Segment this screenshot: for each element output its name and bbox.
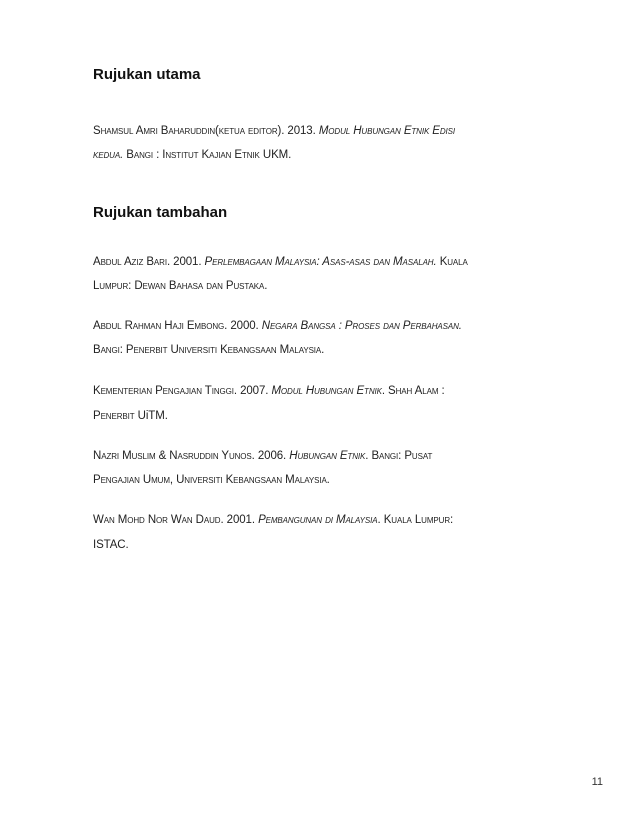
ref-text-segment: Shamsul Amri Baharuddin(ketua editor) bbox=[93, 125, 282, 137]
ref-text-segment: . 2007. bbox=[233, 385, 272, 397]
ref-text-segment: Modul Hubungan Etnik Edisi bbox=[318, 125, 456, 137]
ref-text-segment: Kuala bbox=[436, 256, 468, 268]
ref-text-segment: Bangi : Institut Kajian Etnik bbox=[123, 149, 260, 161]
additional-ref-3-line-1 bbox=[93, 385, 445, 397]
ref-text-segment: Wan Mohd Nor Wan Daud bbox=[93, 514, 221, 526]
page-number: 11 bbox=[591, 776, 603, 788]
ref-text-segment: UKM. bbox=[259, 149, 292, 161]
ref-text-segment: Penerbit bbox=[93, 410, 135, 422]
ref-text-segment: Bangi: Penerbit Universiti Kebangsaan Malaysia. bbox=[93, 344, 325, 356]
ref-text-segment: . 2001. bbox=[166, 256, 205, 268]
heading-rujukan-tambahan: Rujukan tambahan bbox=[93, 204, 228, 221]
additional-ref-5-line-1 bbox=[93, 514, 453, 526]
additional-ref-3-line-2 bbox=[93, 410, 168, 422]
ref-text-segment: UiTM. bbox=[134, 410, 168, 422]
primary-ref-1-line-1 bbox=[93, 125, 455, 137]
additional-ref-1-line-1 bbox=[93, 256, 468, 268]
ref-text-segment: . Bangi: Pusat bbox=[365, 450, 433, 462]
ref-text-segment: Pengajian Umum, Universiti Kebangsaan Malaysia. bbox=[93, 474, 330, 486]
additional-ref-2-line-1 bbox=[93, 320, 462, 332]
ref-text-segment: . 2000. bbox=[224, 320, 262, 332]
ref-text-segment: . Kuala Lumpur: bbox=[377, 514, 454, 526]
ref-text-segment: Modul Hubungan Etnik bbox=[271, 385, 382, 397]
ref-text-segment: Nazri Muslim & Nasruddin Yunos bbox=[93, 450, 252, 462]
ref-text-segment: . 2013. bbox=[281, 125, 319, 137]
ref-text-segment: Abdul Rahman Haji Embong bbox=[93, 320, 225, 332]
ref-text-segment: . Shah Alam : bbox=[381, 385, 445, 397]
ref-text-segment: . 2001. bbox=[220, 514, 259, 526]
ref-text-segment: Lumpur: Dewan Bahasa dan Pustaka. bbox=[93, 280, 268, 292]
ref-text-segment: Kementerian Pengajian Tinggi bbox=[93, 385, 234, 397]
ref-text-segment: Abdul Aziz Bari bbox=[93, 256, 167, 268]
additional-ref-1-line-2 bbox=[93, 280, 267, 292]
ref-text-segment: kedua. bbox=[93, 149, 124, 161]
additional-ref-4-line-1 bbox=[93, 450, 432, 462]
ref-text-segment: Perlembagaan Malaysia: Asas-asas dan Masalah. bbox=[204, 256, 437, 268]
additional-ref-2-line-2 bbox=[93, 344, 324, 356]
heading-rujukan-utama: Rujukan utama bbox=[93, 66, 201, 83]
additional-ref-5-line-2 bbox=[93, 539, 129, 551]
ref-text-segment: . 2006. bbox=[251, 450, 290, 462]
additional-ref-4-line-2 bbox=[93, 474, 330, 486]
ref-text-segment: Pembangunan di Malaysia bbox=[258, 514, 378, 526]
ref-text-segment: Negara Bangsa : Proses dan Perbahasan. bbox=[261, 320, 462, 332]
ref-text-segment: ISTAC. bbox=[93, 539, 129, 551]
primary-ref-1-line-2 bbox=[93, 149, 291, 161]
ref-text-segment: Hubungan Etnik bbox=[289, 450, 366, 462]
